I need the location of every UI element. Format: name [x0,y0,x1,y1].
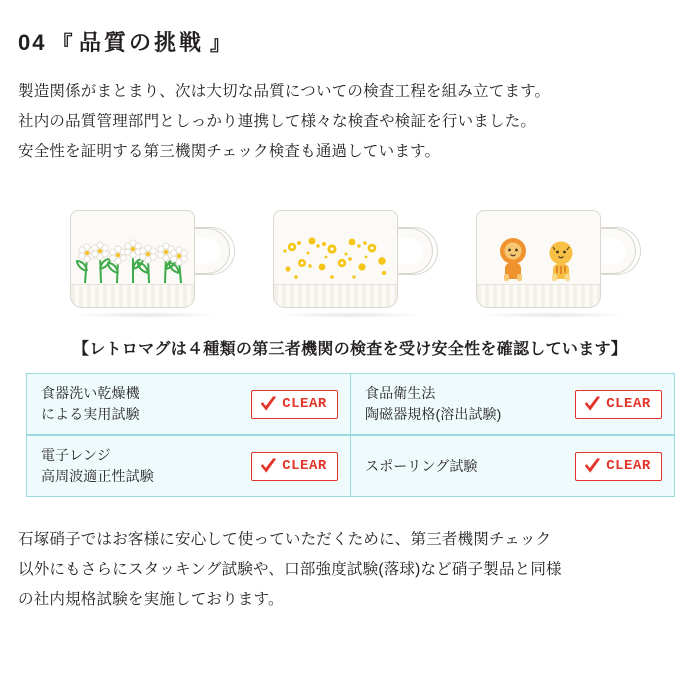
status-badge [575,390,662,419]
status-badge [251,390,338,419]
page-title-text: 品質の挑戦 [78,30,204,55]
test-label [365,383,501,425]
mug-yellow-flower [263,202,438,320]
tests-subheading: 【レトロマグは４種類の第三者機関の検査を受け安全性を確認しています】 [72,340,628,358]
check-icon [583,396,602,413]
tiger-figure [549,241,572,281]
outro-line-3: の社内規格試験を実施しております。 [18,591,284,609]
mug-ridges [477,284,600,307]
mug-shadow [275,312,425,318]
outro-paragraph [18,525,682,616]
test-label-line-1: 食器洗い乾燥機 [41,385,140,402]
outro-line-2: 以外にもさらにスタッキング試験や、口部強度試験(落球)など硝子製品と同様 [18,560,562,578]
test-label-line-2: 陶磁器規格(溶出試験) [365,406,502,423]
mug-body [70,210,195,308]
lion-figure [500,238,526,281]
mug-ridges [274,284,397,307]
page-title-number: 04 [18,30,47,55]
intro-line-3: 安全性を証明する第三機関チェック検査も通過しています。 [18,143,441,161]
mug-body [273,210,398,308]
mug-shadow [478,312,628,318]
check-icon [259,458,278,475]
check-icon [259,396,278,413]
mug-body [476,210,601,308]
test-label-line-2: 高周波適正性試験 [41,468,154,485]
status-badge-label: CLEAR [282,396,327,413]
page-title [18,0,682,57]
intro-line-1: 製造関係がまとまり、次は大切な品質についての検査工程を組み立てます。 [18,83,551,100]
mug-daisy [60,202,235,320]
mug-ridges [71,284,194,307]
test-row [26,373,351,436]
outro-line-1: 石塚硝子ではお客様に安心して使っていただくために、第三者機関チェック [18,530,552,548]
page-title-bracket-open: 『 [52,33,73,55]
status-badge [575,452,662,481]
test-label-line-1: 食品衛生法 [365,385,436,402]
test-label-line-1: スポーリング試験 [365,457,478,474]
check-icon [583,458,602,475]
test-label [365,456,478,477]
test-row [26,435,351,498]
status-badge [251,452,338,481]
status-badge-label: CLEAR [282,458,327,475]
test-label [41,445,154,487]
page-title-bracket-close: 』 [210,33,231,55]
status-badge-label: CLEAR [606,458,651,475]
test-row [350,373,675,436]
test-results-table [26,373,674,497]
mug-lion-tiger [466,202,641,320]
test-label-line-1: 電子レンジ [41,447,111,464]
mug-illustration-row [18,190,682,320]
intro-line-2: 社内の品質管理部門としっかり連携して様々な検査や検証を行いました。 [18,113,537,131]
test-label [41,383,140,425]
test-row [350,435,675,498]
status-badge-label: CLEAR [606,396,651,413]
mug-shadow [72,312,222,318]
intro-paragraph [18,77,682,168]
test-label-line-2: による実用試験 [41,406,140,423]
